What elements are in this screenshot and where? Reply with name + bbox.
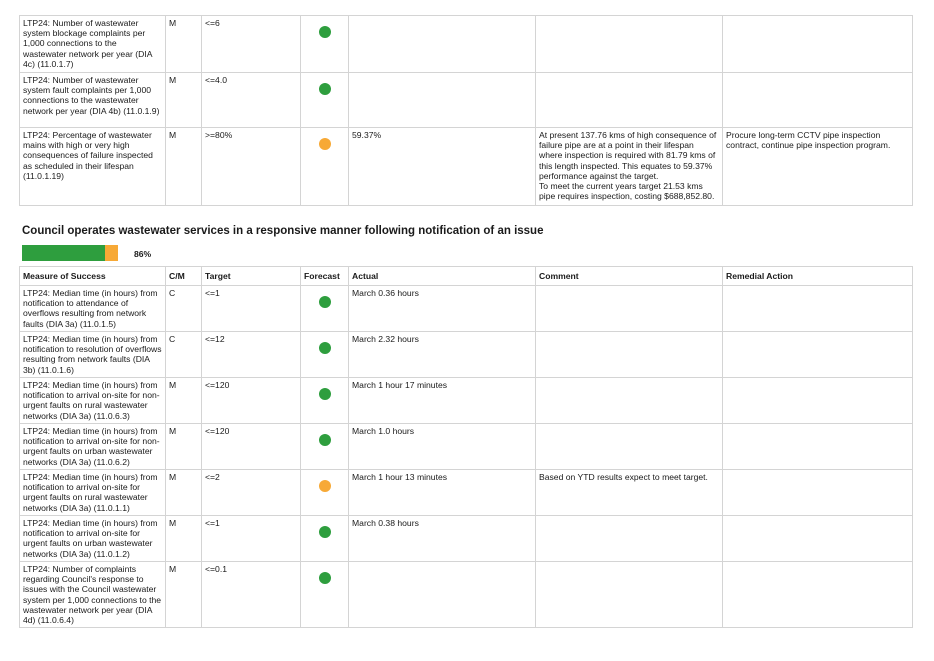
forecast-cell: [301, 562, 349, 628]
forecast-status-green-dot: [319, 342, 331, 354]
target-cell: <=12: [202, 332, 301, 378]
remedial-action-cell: [723, 332, 913, 378]
actual-cell: [349, 73, 536, 128]
measure-cell: LTP24: Median time (in hours) from notification to attendance of overflows resulting from network faults (DIA 3a) (11.0.1.5): [20, 286, 166, 332]
comment-cell: [536, 424, 723, 470]
measure-cell: LTP24: Median time (in hours) from notification to arrival on-site for non-urgent faults on rural wastewater networks (DIA 3a) (11.0.6.3): [20, 378, 166, 424]
measure-cell: LTP24: Median time (in hours) from notification to arrival on-site for urgent faults on rural wastewater networks (DIA 3a) (11.0.1.1): [20, 470, 166, 516]
actual-cell: [349, 562, 536, 628]
comment-cell: [536, 286, 723, 332]
forecast-cell: [301, 424, 349, 470]
forecast-status-green-dot: [319, 572, 331, 584]
measure-cell: LTP24: Median time (in hours) from notification to arrival on-site for non-urgent faults on urban wastewater networks (DIA 3a) (11.0.6.2): [20, 424, 166, 470]
responsive-measures-table: [19, 266, 913, 628]
target-cell: <=6: [202, 16, 301, 73]
measure-cell: LTP24: Median time (in hours) from notification to arrival on-site for urgent faults on urban wastewater networks (DIA 3a) (11.0.1.2): [20, 516, 166, 562]
target-cell: <=0.1: [202, 562, 301, 628]
cm-cell: M: [166, 470, 202, 516]
forecast-cell: [301, 286, 349, 332]
cm-cell: C: [166, 332, 202, 378]
table-row: [20, 128, 913, 206]
remedial-action-cell: [723, 286, 913, 332]
actual-cell: March 0.38 hours: [349, 516, 536, 562]
target-cell: <=1: [202, 516, 301, 562]
forecast-status-green-dot: [319, 388, 331, 400]
header-cm: C/M: [166, 267, 202, 286]
comment-cell: [536, 16, 723, 73]
table-row: [20, 73, 913, 128]
comment-cell: Based on YTD results expect to meet target.: [536, 470, 723, 516]
progress-percent-label: 86%: [134, 249, 152, 259]
comment-cell: At present 137.76 kms of high consequence of failure pipe are at a point in their lifespan where inspection is required with 81.79 kms of this length inspected. This equates to 59.37% performance against the target. To meet the current years target 21.53 kms pipe requires inspection, costing $688,852.80.: [536, 128, 723, 206]
remedial-action-cell: Procure long-term CCTV pipe inspection contract, continue pipe inspection program.: [723, 128, 913, 206]
actual-cell: 59.37%: [349, 128, 536, 206]
header-target: Target: [202, 267, 301, 286]
header-measure: Measure of Success: [20, 267, 166, 286]
target-cell: <=1: [202, 286, 301, 332]
remedial-action-cell: [723, 73, 913, 128]
cm-cell: M: [166, 128, 202, 206]
forecast-cell: [301, 128, 349, 206]
forecast-cell: [301, 332, 349, 378]
forecast-cell: [301, 470, 349, 516]
target-cell: <=120: [202, 424, 301, 470]
table-row: [20, 470, 913, 516]
forecast-cell: [301, 16, 349, 73]
comment-cell: [536, 73, 723, 128]
table-row: [20, 332, 913, 378]
actual-cell: [349, 16, 536, 73]
header-forecast: Forecast: [301, 267, 349, 286]
target-cell: >=80%: [202, 128, 301, 206]
remedial-action-cell: [723, 470, 913, 516]
remedial-action-cell: [723, 562, 913, 628]
actual-cell: March 1.0 hours: [349, 424, 536, 470]
measure-cell: LTP24: Number of wastewater system fault complaints per 1,000 connections to the wastewater network per year (DIA 4b) (11.0.1.9): [20, 73, 166, 128]
table-row: [20, 424, 913, 470]
forecast-status-amber-dot: [319, 138, 331, 150]
measure-cell: LTP24: Number of wastewater system blockage complaints per 1,000 connections to the wastewater network per year (DIA 4c) (11.0.1.7): [20, 16, 166, 73]
remedial-action-cell: [723, 516, 913, 562]
section-title: Council operates wastewater services in a responsive manner following notification of an issue: [22, 225, 544, 237]
header-actual: Actual: [349, 267, 536, 286]
actual-cell: March 1 hour 13 minutes: [349, 470, 536, 516]
header-comment: Comment: [536, 267, 723, 286]
forecast-status-green-dot: [319, 526, 331, 538]
table-row: [20, 378, 913, 424]
cm-cell: M: [166, 16, 202, 73]
cm-cell: M: [166, 516, 202, 562]
cm-cell: M: [166, 562, 202, 628]
remedial-action-cell: [723, 16, 913, 73]
comment-cell: [536, 332, 723, 378]
forecast-status-green-dot: [319, 434, 331, 446]
cm-cell: M: [166, 424, 202, 470]
table-row: [20, 286, 913, 332]
forecast-status-green-dot: [319, 83, 331, 95]
table-row: [20, 516, 913, 562]
cm-cell: M: [166, 378, 202, 424]
forecast-status-green-dot: [319, 296, 331, 308]
cm-cell: C: [166, 286, 202, 332]
table-row: [20, 562, 913, 628]
comment-cell: [536, 516, 723, 562]
progress-bar-fill-amber: [105, 245, 118, 261]
forecast-cell: [301, 516, 349, 562]
target-cell: <=4.0: [202, 73, 301, 128]
actual-cell: March 1 hour 17 minutes: [349, 378, 536, 424]
measure-cell: LTP24: Number of complaints regarding Council's response to issues with the Council wastewater system per 1,000 connections to the wastewater network per year (DIA 4d) (11.0.6.4): [20, 562, 166, 628]
target-cell: <=2: [202, 470, 301, 516]
remedial-action-cell: [723, 424, 913, 470]
measure-cell: LTP24: Percentage of wastewater mains with high or very high consequences of failure inspected as scheduled in their lifespan (11.0.1.19): [20, 128, 166, 206]
forecast-status-green-dot: [319, 26, 331, 38]
measure-cell: LTP24: Median time (in hours) from notification to resolution of overflows resulting from network faults (DIA 3b) (11.0.1.6): [20, 332, 166, 378]
actual-cell: March 0.36 hours: [349, 286, 536, 332]
table-header-row: [20, 267, 913, 286]
target-cell: <=120: [202, 378, 301, 424]
header-remedial-action: Remedial Action: [723, 267, 913, 286]
forecast-status-amber-dot: [319, 480, 331, 492]
comment-cell: [536, 378, 723, 424]
actual-cell: March 2.32 hours: [349, 332, 536, 378]
forecast-cell: [301, 73, 349, 128]
comment-cell: [536, 562, 723, 628]
progress-bar-fill-green: [22, 245, 105, 261]
cm-cell: M: [166, 73, 202, 128]
table-row: [20, 16, 913, 73]
progress-bar: [22, 245, 118, 261]
remedial-action-cell: [723, 378, 913, 424]
top-measures-table: [19, 15, 913, 206]
forecast-cell: [301, 378, 349, 424]
